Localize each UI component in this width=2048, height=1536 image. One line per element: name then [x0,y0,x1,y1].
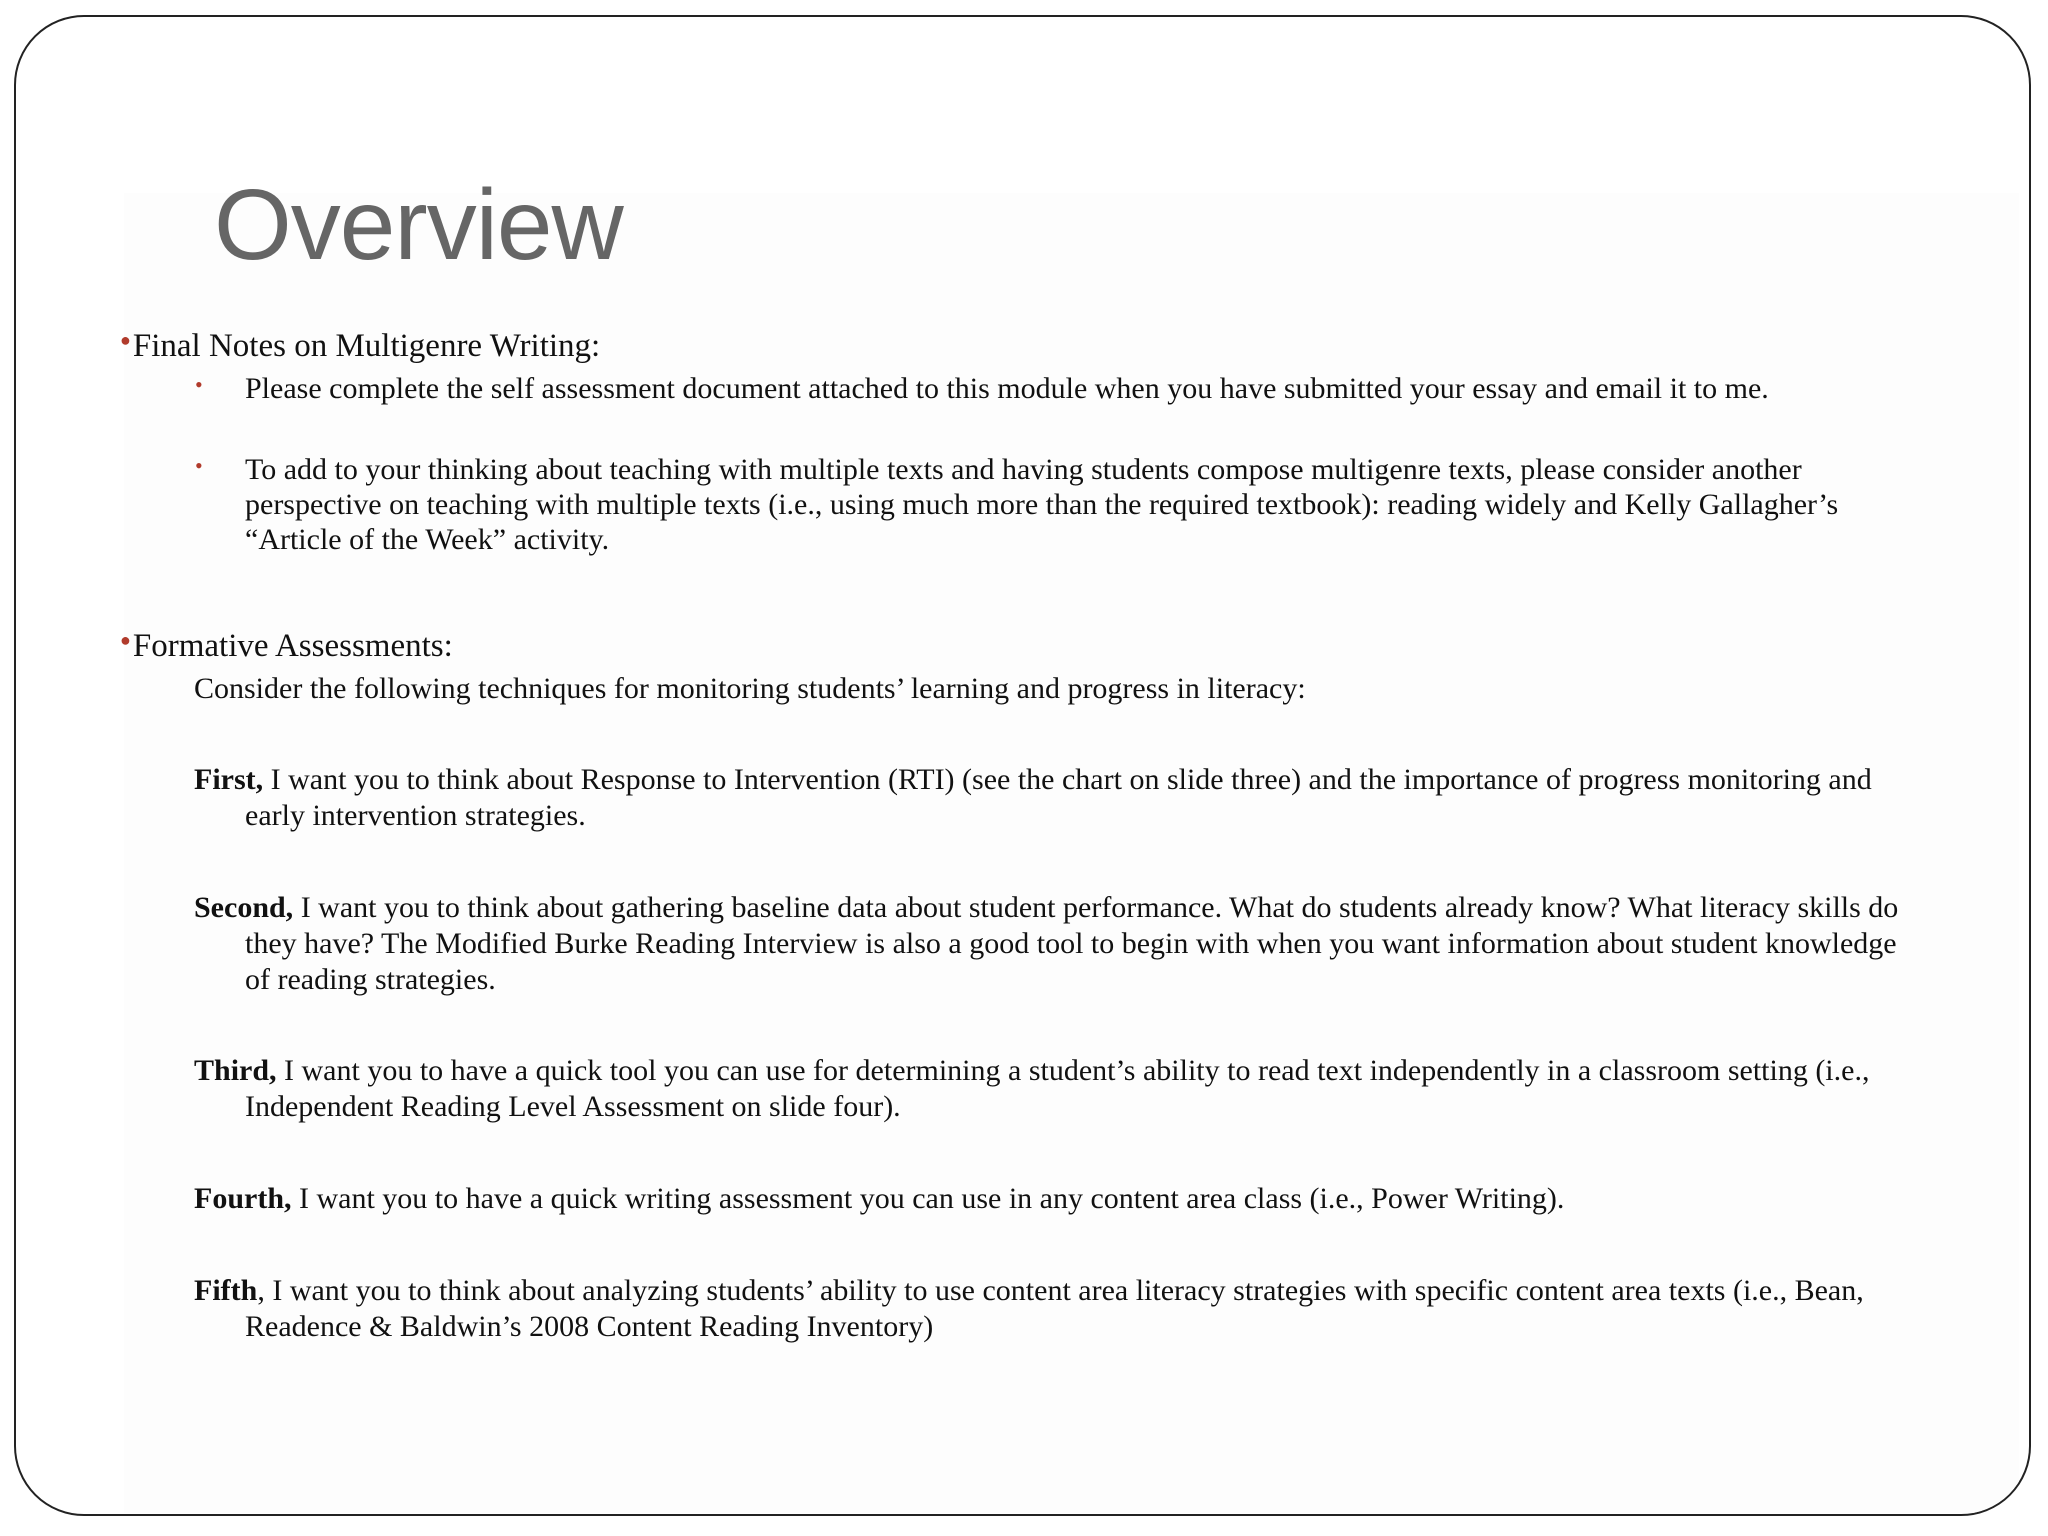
bullet-icon: ● [120,630,131,650]
bullet-icon: ● [120,330,131,350]
technique-text: I want you to think about Response to Intervention (RTI) (see the chart on slide three) and the importance of progress monitoring and early intervention strategies. [245,763,1872,832]
technique-lead: Fifth [194,1274,258,1307]
list-item [195,371,1905,406]
section-intro: Consider the following techniques for monitoring students’ learning and progress in literacy: [194,672,1306,705]
technique-item [194,762,1904,834]
technique-text: I want you to have a quick tool you can use for determining a student’s ability to read text independently in a classroom setting (i.e., Independent Reading Level Assessment on slide four). [245,1054,1870,1123]
technique-item [194,1053,1904,1125]
bullet-icon: • [195,453,203,478]
section-heading-text: Final Notes on Multigenre Writing: [132,328,601,364]
technique-text: I want you to think about gathering baseline data about student performance. What do students already know? What literacy skills do they have? The Modified Burke Reading Interview is also a good tool to begin with when you want information about student knowledge of reading strategies. [245,891,1899,996]
section-heading-formative [120,622,453,664]
list-item-text: To add to your thinking about teaching with multiple texts and having students compose multigenre texts, please consider another perspective on teaching with multiple texts (i.e., using much more than the required textbook): reading widely and Kelly Gallagher’s “Article of the Week” activity. [245,453,1839,556]
list-item [195,452,1905,557]
technique-lead: Third, [194,1054,277,1087]
technique-lead: Second, [194,891,294,924]
section-heading-multigenre [120,322,600,364]
technique-lead: First, [194,763,264,796]
list-item-text: Please complete the self assessment document attached to this module when you have submitted your essay and email it to me. [245,372,1769,405]
technique-text: , I want you to think about analyzing students’ ability to use content area literacy strategies with specific content area texts (i.e., Bean, Readence & Baldwin’s 2008 Content Reading Inventory) [245,1274,1864,1343]
technique-text: I want you to have a quick writing assessment you can use in any content area class (i.e., Power Writing). [291,1182,1565,1215]
technique-item [194,1273,1904,1345]
section-heading-text: Formative Assessments: [132,628,453,664]
technique-item [194,890,1904,998]
technique-lead: Fourth, [194,1182,292,1215]
slide-title: Overview [214,169,623,281]
bullet-icon: • [195,372,203,397]
technique-item [194,1181,1904,1217]
